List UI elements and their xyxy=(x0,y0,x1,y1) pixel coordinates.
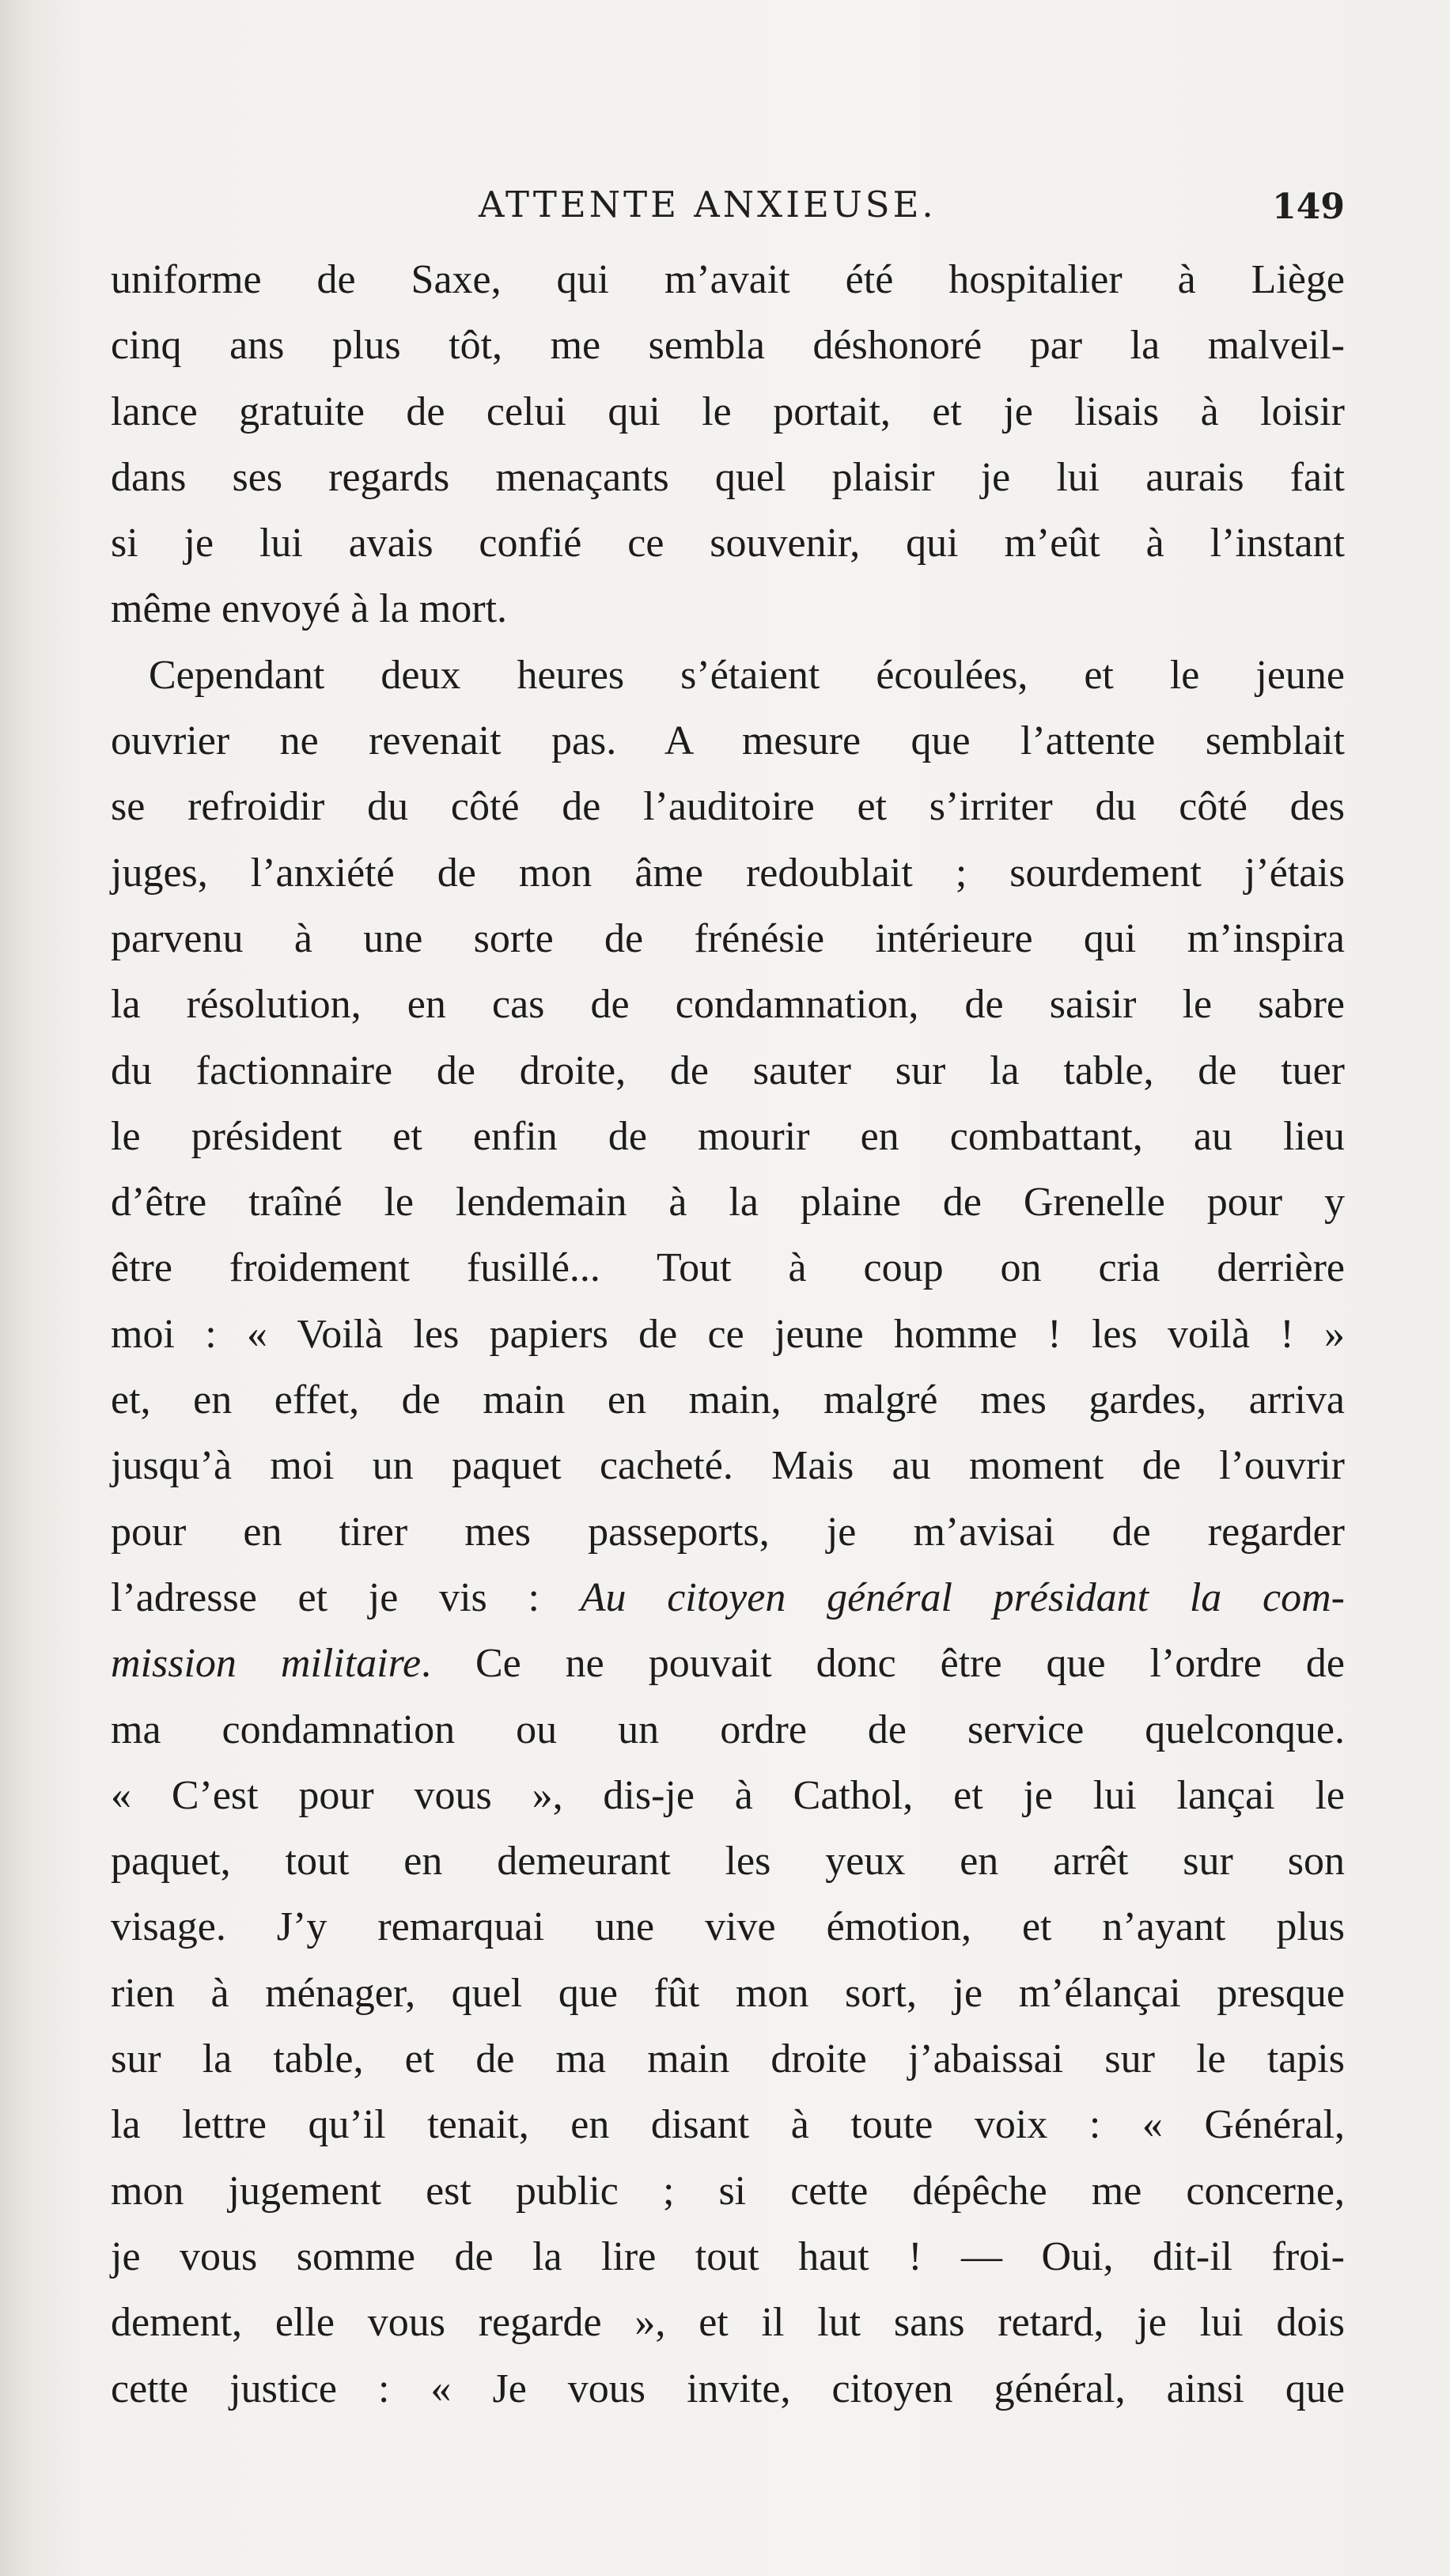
text-line: être froidement fusillé... Tout à coup on cria derrière xyxy=(111,1245,1345,1291)
text-line: cinq ans plus tôt, me sembla déshonoré par la malveil- xyxy=(111,323,1345,369)
text-line: du factionnaire de droite, de sauter sur la table, de tuer xyxy=(111,1047,1345,1093)
text-line: jusqu’à moi un paquet cacheté. Mais au moment de l’ouvrir xyxy=(111,1443,1345,1489)
text-line: parvenu à une sorte de frénésie intérieure qui m’inspira xyxy=(111,915,1345,961)
text-line: rien à ménager, quel que fût mon sort, je m’élançai presque xyxy=(111,1970,1345,2016)
text-segment: . Ce ne pouvait donc être que l’ordre de xyxy=(421,1641,1345,1687)
body-text xyxy=(111,247,1345,2422)
text-line: pour en tirer mes passeports, je m’avisai de regarder xyxy=(111,1509,1345,1555)
text-line-with-address xyxy=(111,1565,1345,1631)
text-line: juges, l’anxiété de mon âme redoublait ; sourdement j’étais xyxy=(111,850,1345,896)
text-line: visage. J’y remarquai une vive émotion, et n’ayant plus xyxy=(111,1904,1345,1950)
text-line: se refroidir du côté de l’auditoire et s’irriter du côté des xyxy=(111,784,1345,830)
text-line: la résolution, en cas de condamnation, de saisir le sabre xyxy=(111,982,1345,1028)
text-line: je vous somme de la lire tout haut ! — Oui, dit-il froi- xyxy=(111,2233,1345,2279)
page-number: 149 xyxy=(1272,187,1345,227)
text-line: et, en effet, de main en main, malgré mes gardes, arriva xyxy=(111,1377,1345,1423)
italic-address: mission militaire xyxy=(111,1641,422,1687)
text-line: la lettre qu’il tenait, en disant à toute voix : « Général, xyxy=(111,2102,1345,2148)
text-line: ma condamnation ou un ordre de service quelconque. xyxy=(111,1707,1345,1752)
text-line: dement, elle vous regarde », et il lut sans retard, je lui dois xyxy=(111,2300,1345,2346)
italic-address: Au citoyen général présidant la com- xyxy=(580,1574,1345,1620)
text-line: ouvrier ne revenait pas. A mesure que l’attente semblait xyxy=(111,718,1345,764)
text-line: lance gratuite de celui qui le portait, et je lisais à loisir xyxy=(111,388,1345,434)
text-line: le président et enfin de mourir en combattant, au lieu xyxy=(111,1113,1345,1159)
text-line: moi : « Voilà les papiers de ce jeune homme ! les voilà ! » xyxy=(111,1311,1345,1357)
text-line: Cependant deux heures s’étaient écoulées, et le jeune xyxy=(149,652,1345,698)
text-line: dans ses regards menaçants quel plaisir je lui aurais fait xyxy=(111,454,1345,500)
text-line: cette justice : « Je vous invite, citoyen général, ainsi que xyxy=(111,2366,1345,2411)
running-title: ATTENTE ANXIEUSE. xyxy=(479,184,937,225)
text-line-with-address xyxy=(111,1631,1345,1696)
text-line: uniforme de Saxe, qui m’avait été hospitalier à Liège xyxy=(111,257,1345,302)
running-head xyxy=(111,184,1345,239)
text-line: si je lui avais confié ce souvenir, qui m’eût à l’instant xyxy=(111,521,1345,566)
text-line: mon jugement est public ; si cette dépêche me concerne, xyxy=(111,2168,1345,2214)
text-line: d’être traîné le lendemain à la plaine de Grenelle pour y xyxy=(111,1180,1345,1225)
text-line: sur la table, et de ma main droite j’abaissai sur le tapis xyxy=(111,2036,1345,2082)
text-line: « C’est pour vous », dis-je à Cathol, et je lui lançai le xyxy=(111,1772,1345,1818)
text-line: paquet, tout en demeurant les yeux en arrêt sur son xyxy=(111,1839,1345,1885)
text-segment: l’adresse et je vis : xyxy=(111,1574,581,1620)
text-line: même envoyé à la mort. xyxy=(111,586,508,632)
